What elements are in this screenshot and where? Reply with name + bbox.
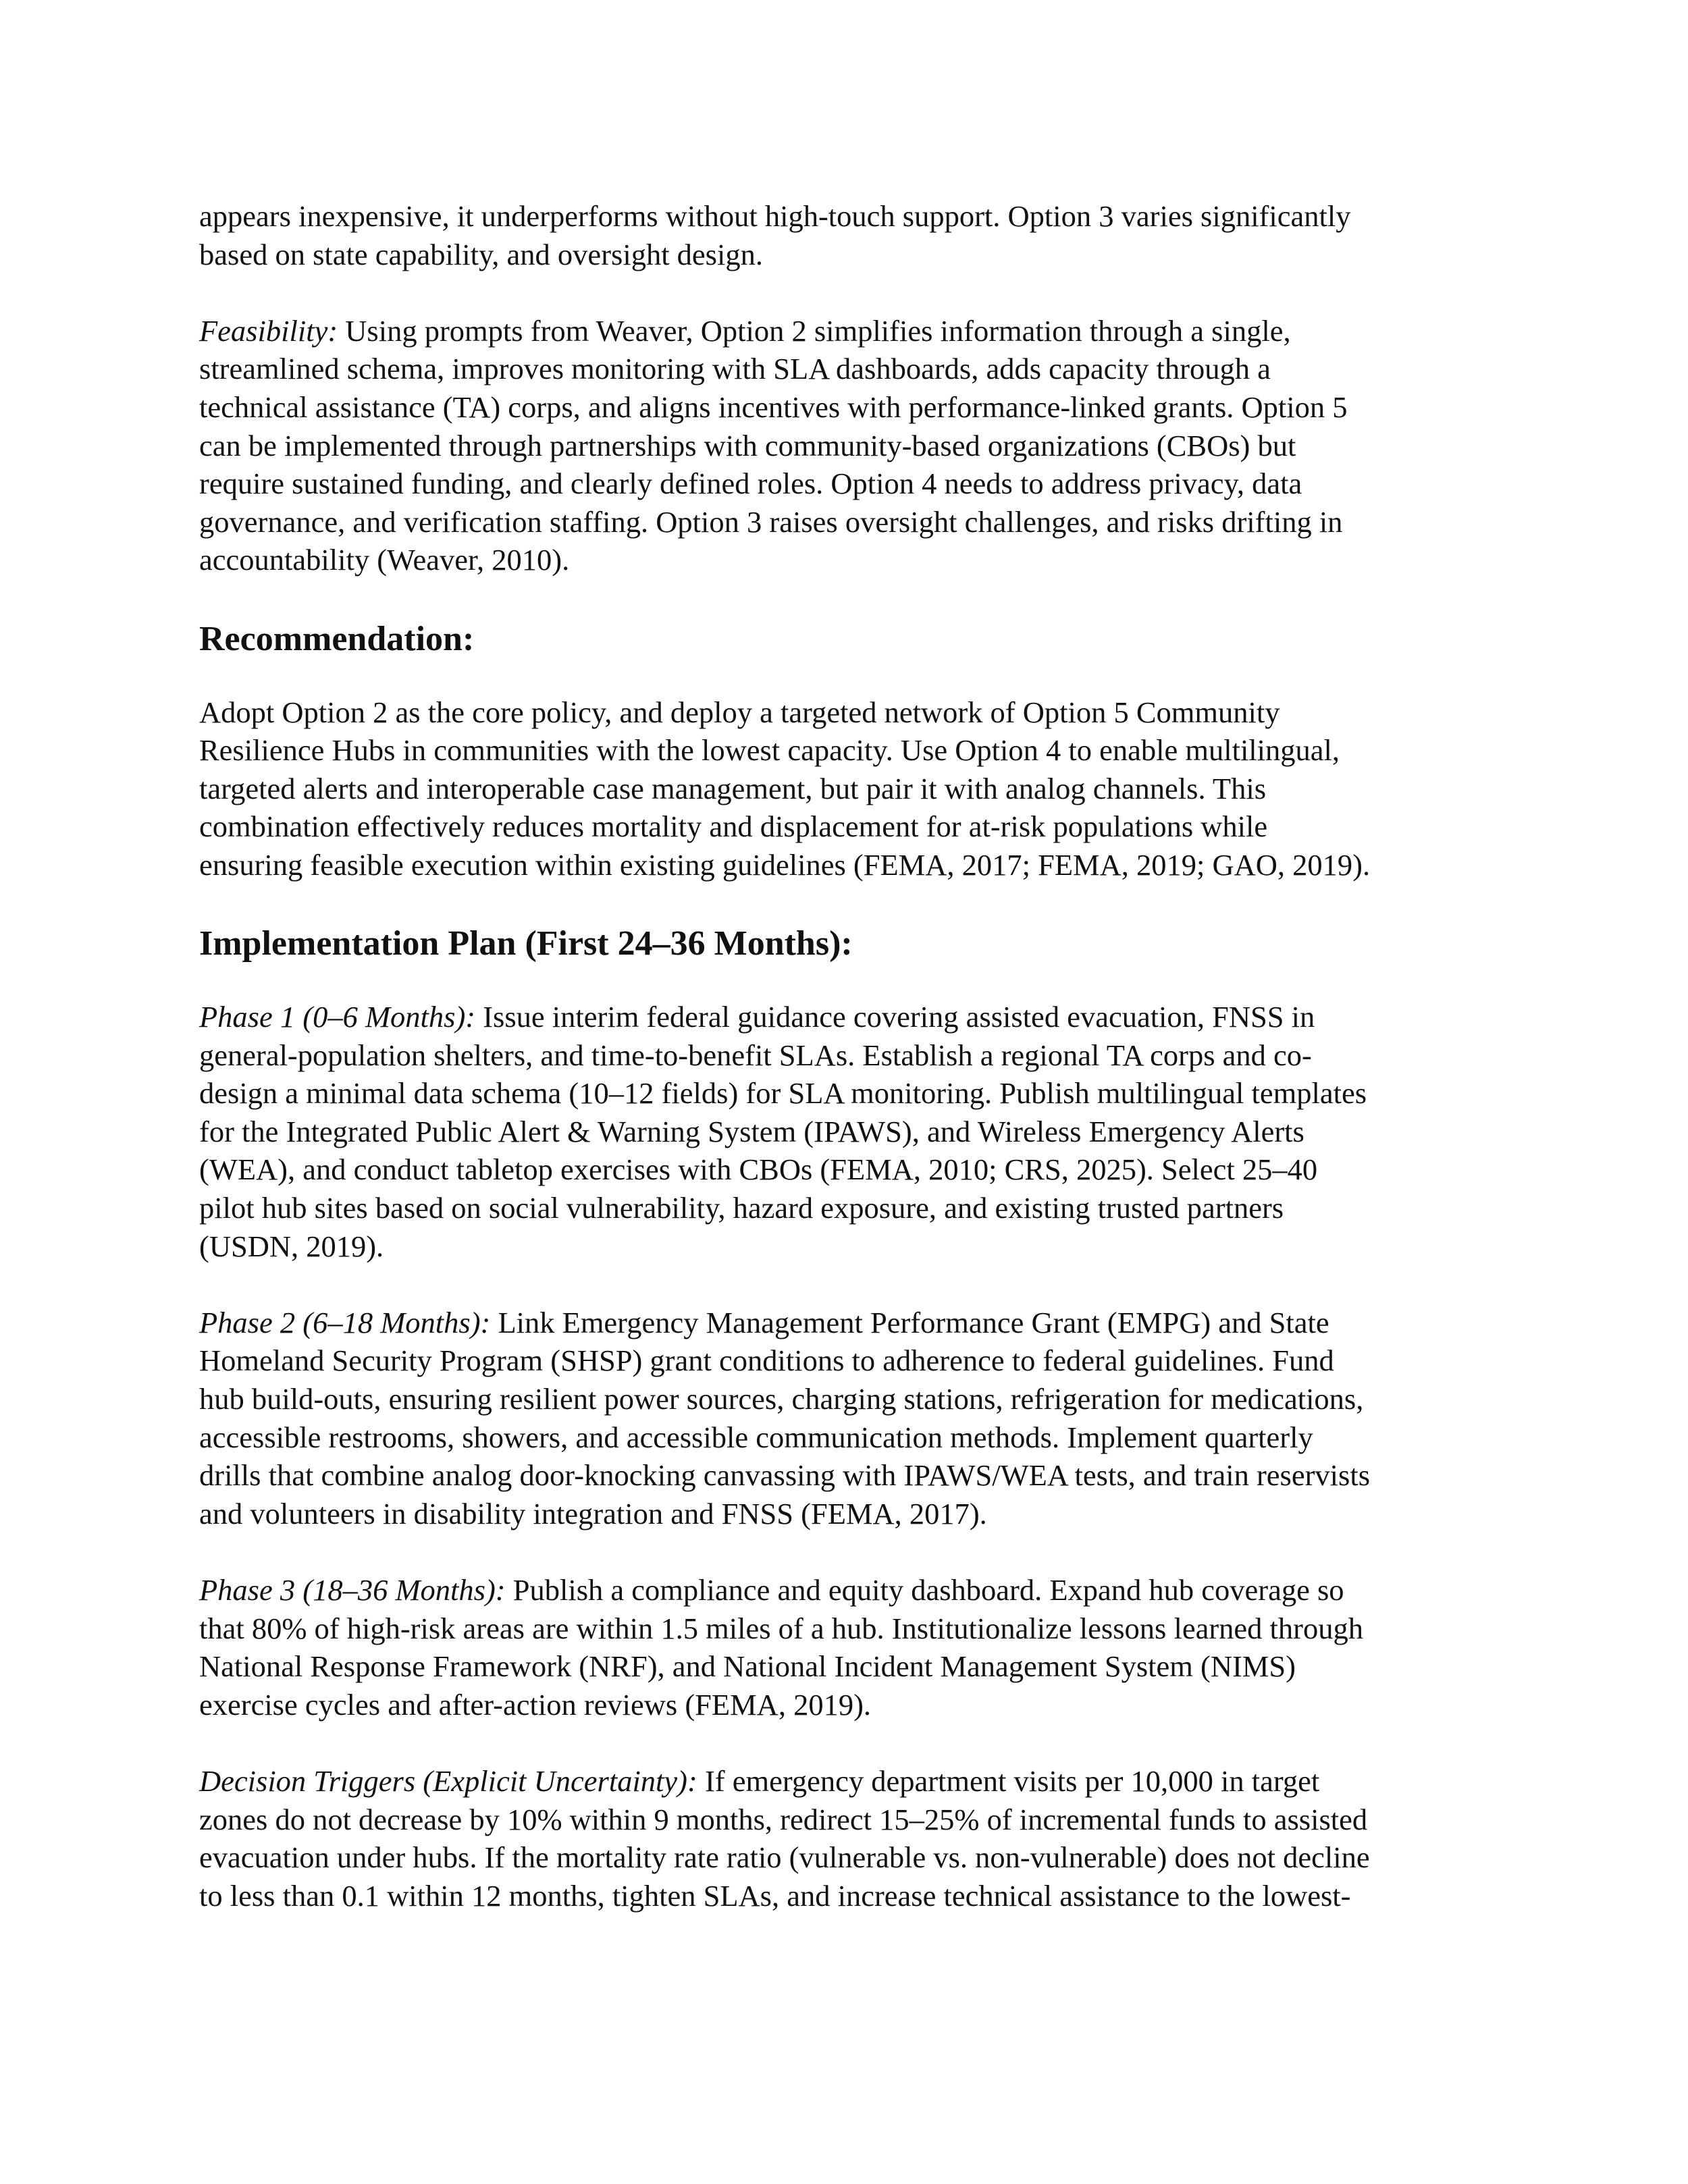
text-line: drills that combine analog door-knocking canvassing with IPAWS/WEA tests, and train reservists [199, 1458, 1371, 1493]
text-line: exercise cycles and after-action reviews (FEMA, 2019). [199, 1687, 872, 1722]
text-line: hub build-outs, ensuring resilient power sources, charging stations, refrigeration for medications, [199, 1382, 1364, 1416]
text-line: for the Integrated Public Alert & Warning System (IPAWS), and Wireless Emergency Alerts [199, 1114, 1304, 1148]
paragraph-recommendation [199, 693, 1516, 884]
text-line [199, 1762, 1516, 1801]
text-line: appears inexpensive, it underperforms without high-touch support. Option 3 varies significantly [199, 199, 1351, 233]
text-run: Link Emergency Management Performance Grant (EMPG) and State [490, 1305, 1329, 1339]
paragraph-lead-label: Feasibility: [199, 313, 338, 348]
text-line: streamlined schema, improves monitoring with SLA dashboards, adds capacity through a [199, 352, 1271, 386]
paragraph-decision-triggers [199, 1762, 1516, 1915]
text-line [199, 1304, 1516, 1342]
heading-implementation-plan: Implementation Plan (First 24–36 Months): [199, 924, 853, 963]
text-line: (WEA), and conduct tabletop exercises with CBOs (FEMA, 2010; CRS, 2025). Select 25–40 [199, 1152, 1318, 1187]
paragraph-phase-1 [199, 998, 1516, 1265]
text-line: National Response Framework (NRF), and National Incident Management System (NIMS) [199, 1649, 1296, 1684]
text-line: (USDN, 2019). [199, 1229, 384, 1263]
text-line: ensuring feasible execution within existing guidelines (FEMA, 2017; FEMA, 2019; GAO, 2019). [199, 847, 1371, 882]
text-line: accessible restrooms, showers, and accessible communication methods. Implement quarterly [199, 1420, 1313, 1454]
paragraph-lead-label: Phase 3 (18–36 Months): [199, 1573, 506, 1607]
text-line: and volunteers in disability integration and FNSS (FEMA, 2017). [199, 1496, 987, 1530]
text-line: pilot hub sites based on social vulnerability, hazard exposure, and existing trusted partners [199, 1191, 1284, 1225]
text-line [199, 1571, 1516, 1609]
text-run: Issue interim federal guidance covering assisted evacuation, FNSS in [475, 1000, 1315, 1034]
text-line: governance, and verification staffing. Option 3 raises oversight challenges, and risks drifting in [199, 504, 1343, 539]
text-line: accountability (Weaver, 2010). [199, 543, 570, 577]
text-line: can be implemented through partnerships with community-based organizations (CBOs) but [199, 428, 1296, 462]
text-line [199, 312, 1516, 350]
text-line: targeted alerts and interoperable case management, but pair it with analog channels. This [199, 771, 1267, 805]
text-line: general-population shelters, and time-to-benefit SLAs. Establish a regional TA corps and co- [199, 1038, 1312, 1072]
document-page [199, 197, 1516, 1953]
paragraph-lead-label: Phase 1 (0–6 Months): [199, 1000, 476, 1034]
text-line: Adopt Option 2 as the core policy, and deploy a targeted network of Option 5 Community [199, 695, 1280, 729]
paragraph-lead-label: Decision Triggers (Explicit Uncertainty): [199, 1763, 697, 1798]
text-run: If emergency department visits per 10,000 in target [697, 1763, 1320, 1798]
text-line: zones do not decrease by 10% within 9 months, redirect 15–25% of incremental funds to assisted [199, 1802, 1368, 1836]
text-line: evacuation under hubs. If the mortality rate ratio (vulnerable vs. non-vulnerable) does not decline [199, 1840, 1370, 1875]
text-line: that 80% of high-risk areas are within 1.5 miles of a hub. Institutionalize lessons learned through [199, 1611, 1363, 1645]
text-line: technical assistance (TA) corps, and aligns incentives with performance-linked grants. Option 5 [199, 390, 1348, 424]
text-run: Using prompts from Weaver, Option 2 simplifies information through a single, [338, 313, 1291, 348]
paragraph-intro [199, 197, 1516, 273]
paragraph-phase-2 [199, 1304, 1516, 1533]
heading-recommendation: Recommendation: [199, 619, 475, 658]
text-line: to less than 0.1 within 12 months, tighten SLAs, and increase technical assistance to the lowest- [199, 1878, 1351, 1913]
text-line: Resilience Hubs in communities with the lowest capacity. Use Option 4 to enable multilingual, [199, 733, 1340, 768]
text-run: Publish a compliance and equity dashboard. Expand hub coverage so [505, 1573, 1344, 1607]
paragraph-lead-label: Phase 2 (6–18 Months): [199, 1305, 491, 1339]
text-line: design a minimal data schema (10–12 fields) for SLA monitoring. Publish multilingual templates [199, 1076, 1367, 1111]
text-line: based on state capability, and oversight design. [199, 237, 763, 271]
paragraph-feasibility [199, 312, 1516, 579]
text-line: combination effectively reduces mortality and displacement for at-risk populations while [199, 809, 1268, 844]
text-line: Homeland Security Program (SHSP) grant conditions to adherence to federal guidelines. Fund [199, 1343, 1334, 1378]
text-line: require sustained funding, and clearly defined roles. Option 4 needs to address privacy, data [199, 467, 1302, 501]
paragraph-phase-3 [199, 1571, 1516, 1724]
text-line [199, 998, 1516, 1036]
